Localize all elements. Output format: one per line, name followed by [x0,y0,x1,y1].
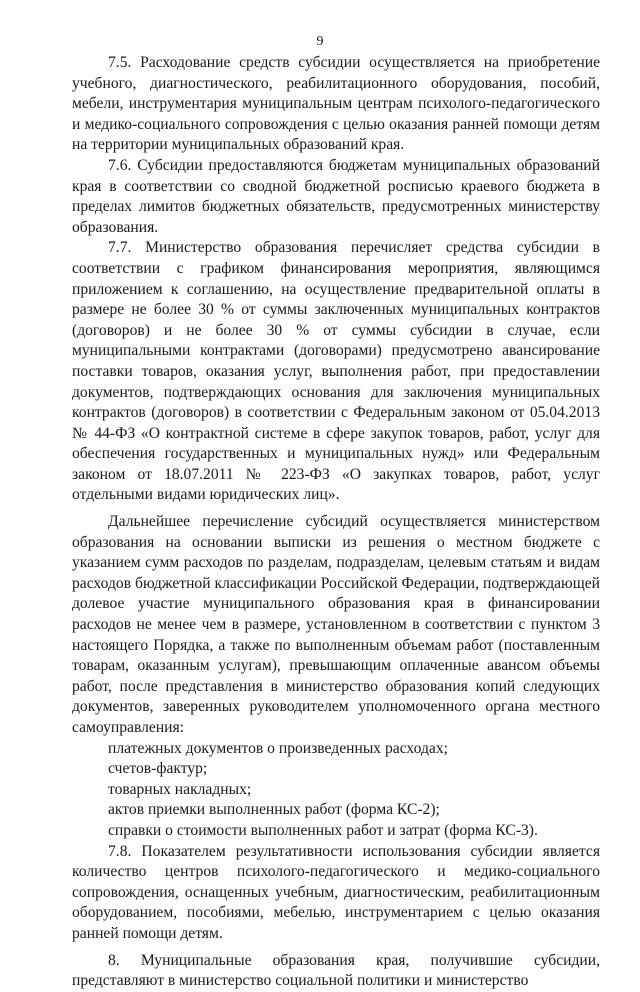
paragraph-7-8: 7.8. Показателем результативности использования субсидии является количество центров психолого-педагогического и медико-социального сопровождения, оснащенных учебным, диагностическим, реабилитационным оборудованием, пособиями, мебелью, инструментарием с целью оказания ранней помощи детям. [72,842,600,942]
list-item: счетов-фактур; [108,760,208,778]
paragraph-8: 8. Муниципальные образования края, получившие субсидии, представляют в министерство социальной политики и министерство [72,951,600,990]
paragraph-further-transfer: Дальнейшее перечисление субсидий осуществляется министерством образования на основании выписки из решения о местном бюджете с указанием сумм расходов по разделам, подразделам, целевым статьям и видам расходов бюджетной классификации Российской Федерации, подтверждающей долевое участие муниципального образования края в финансировании расходов не менее чем в размере, установленном в соответствии с пунктом 3 настоящего Порядка, а также по выполненным объемам работ (поставленным товарам, оказанным услугам), превышающим оплаченные авансом объемы работ, после представления в министерство образования копий следующих документов, заверенных руководителем уполномоченного органа местного самоуправления: [72,513,600,736]
list-item: справки о стоимости выполненных работ и затрат (форма КС-3). [108,821,538,839]
list-item: платежных документов о произведенных расходах; [108,739,448,757]
paragraph-7-5: 7.5. Расходование средств субсидии осуществляется на приобретение учебного, диагностического, реабилитационного оборудования, пособий, мебели, инструментария муниципальным центрам психолого-педагогического и медико-социального сопровождения с целью оказания ранней помощи детям на территории муниципальных образований края. [72,54,600,154]
list-item: товарных накладных; [108,780,252,798]
page-number: 9 [316,34,324,49]
document-body [72,53,600,992]
paragraph-7-6: 7.6. Субсидии предоставляются бюджетам муниципальных образований края в соответствии со сводной бюджетной росписью краевого бюджета в пределах лимитов бюджетных обязательств, предусмотренных министерству образования. [72,156,600,236]
documents-list [72,739,600,842]
paragraph-7-7: 7.7. Министерство образования перечисляет средства субсидии в соответствии с графиком финансирования мероприятия, являющимся приложением к соглашению, на осуществление предварительной оплаты в размере не более 30 % от суммы заключенных муниципальных контрактов (договоров) и не более 30 % от суммы субсидии в случае, если муниципальными контрактами (договорами) предусмотрено авансирование поставки товаров, оказания услуг, выполнения работ, при предоставлении документов, подтверждающих основания для заключения муниципальных контрактов (договоров) в соответствии с Федеральным законом от 05.04.2013 № 44-ФЗ «О контрактной системе в сфере закупок товаров, работ, услуг для обеспечения государственных и муниципальных нужд» или Федеральным законом от 18.07.2011 № 223-ФЗ «О закупках товаров, работ, услуг отдельными видами юридических лиц». [72,239,600,504]
list-item: актов приемки выполненных работ (форма КС-2); [108,801,440,819]
